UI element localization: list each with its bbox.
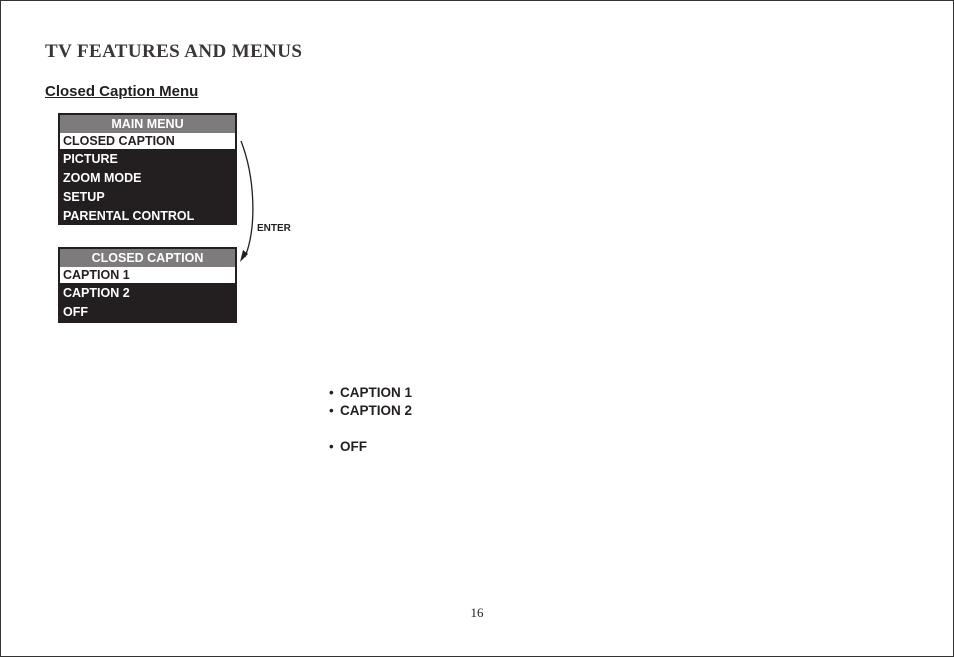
- main-menu-item-parental-control: PARENTAL CONTROL: [63, 209, 195, 223]
- bullet-item: [329, 384, 412, 402]
- bullet-text: OFF: [340, 439, 367, 454]
- bullet-text: CAPTION 2: [340, 403, 413, 418]
- enter-label: ENTER: [257, 223, 291, 234]
- cc-menu-item-caption-2: CAPTION 2: [63, 286, 130, 300]
- bullet-dot: •: [329, 385, 334, 400]
- page-number: 16: [470, 605, 484, 620]
- main-menu-item-zoom-mode: ZOOM MODE: [63, 171, 142, 185]
- enter-arrow-icon: [237, 137, 267, 267]
- option-bullet-list: [329, 384, 412, 456]
- bullet-item: [329, 438, 412, 456]
- main-menu-item-picture: PICTURE: [63, 152, 118, 166]
- closed-caption-menu-box: [58, 247, 237, 323]
- main-menu-item-setup: SETUP: [63, 190, 105, 204]
- main-menu-item-closed-caption: CLOSED CAPTION: [60, 133, 235, 149]
- main-menu-header: MAIN MENU: [60, 115, 235, 133]
- cc-menu-item-off: OFF: [63, 305, 88, 319]
- section-title: Closed Caption Menu: [45, 83, 199, 100]
- bullet-text: CAPTION 1: [340, 385, 413, 400]
- cc-menu-item-caption-1: CAPTION 1: [60, 267, 235, 283]
- main-menu-box: [58, 113, 237, 225]
- bullet-dot: •: [329, 439, 334, 454]
- bullet-dot: •: [329, 403, 334, 418]
- closed-caption-menu-header: CLOSED CAPTION: [60, 249, 235, 267]
- page-heading: TV FEATURES AND MENUS: [45, 41, 303, 62]
- bullet-item: [329, 402, 412, 420]
